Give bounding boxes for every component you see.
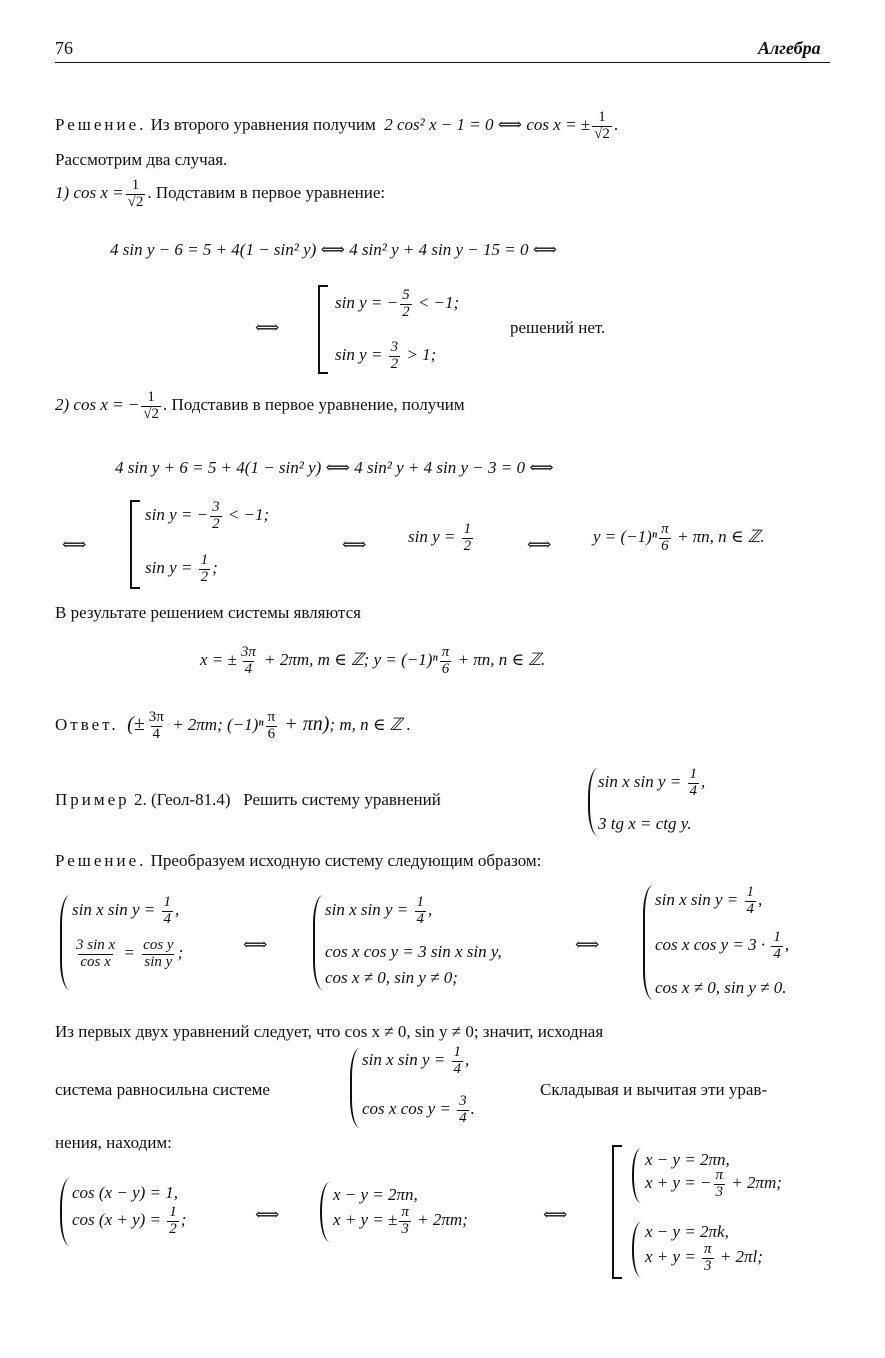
paragraph-line2b: Складывая и вычитая эти урав- — [540, 1080, 768, 1099]
system1-row2: $\frac{\text{3 sin x}}{\text{cos x}}$ = $\frac{\text{cos y}}{\text{sin y}}$ ; — [76, 937, 184, 970]
case2-row1: sin y = − $\frac{3}{2}$ < −1; — [145, 499, 270, 532]
case1-eq: 4 sin y − 6 = 5 + 4(1 − sin² y) ⟺ 4 sin² y + 4 sin y − 15 = 0 ⟺ — [110, 240, 558, 259]
example2-text: Решить систему уравнений — [243, 790, 441, 809]
final-c2-row1: x − y = 2πk, — [645, 1222, 729, 1241]
answer-line: Ответ. (± $\frac{3\pi}{4}$ + 2πm; (−1)ⁿ $\frac{\pi}{6}$ + πn); m, n ∈ ℤ . — [55, 709, 411, 742]
curly-brace — [588, 768, 598, 836]
answer-label: Ответ. — [55, 715, 119, 735]
solution1-line — [55, 110, 618, 143]
no-solutions: решений нет. — [510, 318, 606, 337]
case2-tail: . Подставив в первое уравнение, получим — [163, 395, 465, 415]
example2-row2: 3 tg x = ctg y. — [598, 814, 692, 833]
curly-brace — [632, 1222, 641, 1277]
result-text: В результате решением системы являются — [55, 603, 361, 622]
example2-row1: sin x sin y = $\frac{1}{4}$ , — [598, 766, 706, 799]
case1-head: 1) cos x = — [55, 183, 124, 203]
curly-brace — [320, 1182, 330, 1242]
paragraph-sys-row1: sin x sin y = $\frac{1}{4}$ , — [362, 1044, 470, 1077]
system3-row1: sin x sin y = $\frac{1}{4}$ , — [655, 884, 763, 917]
solution2-label: Решение. — [55, 851, 147, 870]
paragraph-line1: Из первых двух уравнений следует, что cos x ≠ 0, sin y ≠ 0; значит, исходная — [55, 1022, 604, 1041]
final-a-row2: cos (x + y) = $\frac{1}{2}$ ; — [72, 1204, 187, 1237]
system2-row1: sin x sin y = $\frac{1}{4}$ , — [325, 894, 433, 927]
system2-row3: cos x ≠ 0, sin y ≠ 0; — [325, 968, 458, 987]
result-formula: x = ± $\frac{3\pi}{4}$ + 2πm, m ∈ ℤ; y = (−1)ⁿ $\frac{\pi}{6}$ + πn, n ∈ ℤ. — [200, 644, 546, 677]
solution1-text: Из второго уравнения получим — [150, 115, 376, 135]
final-c1-row2: x + y = − $\frac{\pi}{3}$ + 2πm; — [645, 1167, 782, 1200]
case2-line — [55, 390, 465, 423]
final-c1-row1: x − y = 2πn, — [645, 1150, 730, 1169]
curly-brace — [60, 1178, 70, 1246]
equiv-arrow: ⟺ — [575, 935, 600, 954]
solution2-line — [55, 851, 541, 871]
frac-num: 1 — [147, 389, 155, 405]
paragraph-line2a: система равносильна системе — [55, 1080, 270, 1099]
curly-brace — [313, 895, 323, 990]
case1-row1: sin y = − $\frac{5}{2}$ < −1; — [335, 287, 460, 320]
system3-row2: cos x cos y = 3 · $\frac{1}{4}$ , — [655, 929, 790, 962]
final-a-row1: cos (x − y) = 1, — [72, 1183, 179, 1202]
system1-row1: sin x sin y = $\frac{1}{4}$ , — [72, 894, 180, 927]
square-bracket — [130, 500, 140, 589]
frac-den: √2 — [127, 193, 144, 210]
paragraph-sys-row2: cos x cos y = $\frac{3}{4}$ . — [362, 1093, 475, 1126]
frac-den: √2 — [143, 405, 160, 422]
frac-num: 1 — [131, 177, 140, 193]
case2-mid: sin y = $\frac{1}{2}$ — [408, 521, 472, 554]
case1-row2: sin y = $\frac{3}{2}$ > 1; — [335, 339, 437, 372]
cases-intro: Рассмотрим два случая. — [55, 150, 228, 169]
equiv-arrow: ⟺ — [255, 1205, 280, 1224]
equiv-arrow: ⟺ — [62, 535, 87, 554]
curly-brace — [632, 1148, 641, 1203]
square-bracket — [612, 1145, 622, 1279]
curly-brace — [60, 895, 70, 990]
solution1-label: Решение. — [55, 115, 147, 135]
equiv-arrow: ⟺ — [255, 318, 280, 337]
section-title: Алгебра — [758, 38, 821, 58]
case2-head: 2) cos x = − — [55, 395, 140, 415]
case1-line — [55, 178, 385, 211]
example2-line — [55, 790, 441, 810]
page-number: 76 — [55, 38, 73, 58]
case2-result: y = (−1)ⁿ $\frac{\pi}{6}$ + πn, n ∈ ℤ. — [593, 521, 765, 554]
final-b-row1: x − y = 2πn, — [333, 1185, 418, 1204]
punct: . — [613, 115, 619, 135]
system2-row2: cos x cos y = 3 sin x sin y, — [325, 942, 502, 961]
equiv-arrow: ⟺ — [527, 535, 552, 554]
final-b-row2: x + y = ± $\frac{\pi}{3}$ + 2πm; — [333, 1204, 468, 1237]
equiv-arrow: ⟺ — [342, 535, 367, 554]
case1-tail: . Подставим в первое уравнение: — [147, 183, 386, 203]
example2-label: Пример — [55, 790, 130, 809]
square-bracket — [318, 285, 328, 374]
solution2-text: Преобразуем исходную систему следующим образом: — [150, 851, 542, 870]
solution1-eq: 2 cos² x − 1 = 0 ⟺ cos x = ± — [384, 115, 591, 135]
case2-row2: sin y = $\frac{1}{2}$ ; — [145, 552, 218, 585]
curly-brace — [643, 885, 653, 1000]
system3-row3: cos x ≠ 0, sin y ≠ 0. — [655, 978, 787, 997]
equiv-arrow: ⟺ — [243, 935, 268, 954]
example2-number: 2. (Геол-81.4) — [133, 790, 231, 809]
curly-brace — [350, 1048, 360, 1128]
case2-eq: 4 sin y + 6 = 5 + 4(1 − sin² y) ⟺ 4 sin² y + 4 sin y − 3 = 0 ⟺ — [115, 458, 554, 477]
equiv-arrow: ⟺ — [543, 1205, 568, 1224]
header-rule — [55, 62, 830, 63]
frac-num: 1 — [598, 109, 606, 125]
final-c2-row2: x + y = $\frac{\pi}{3}$ + 2πl; — [645, 1241, 763, 1274]
frac-den: √2 — [594, 125, 610, 142]
paragraph-line3: нения, находим: — [55, 1133, 172, 1152]
